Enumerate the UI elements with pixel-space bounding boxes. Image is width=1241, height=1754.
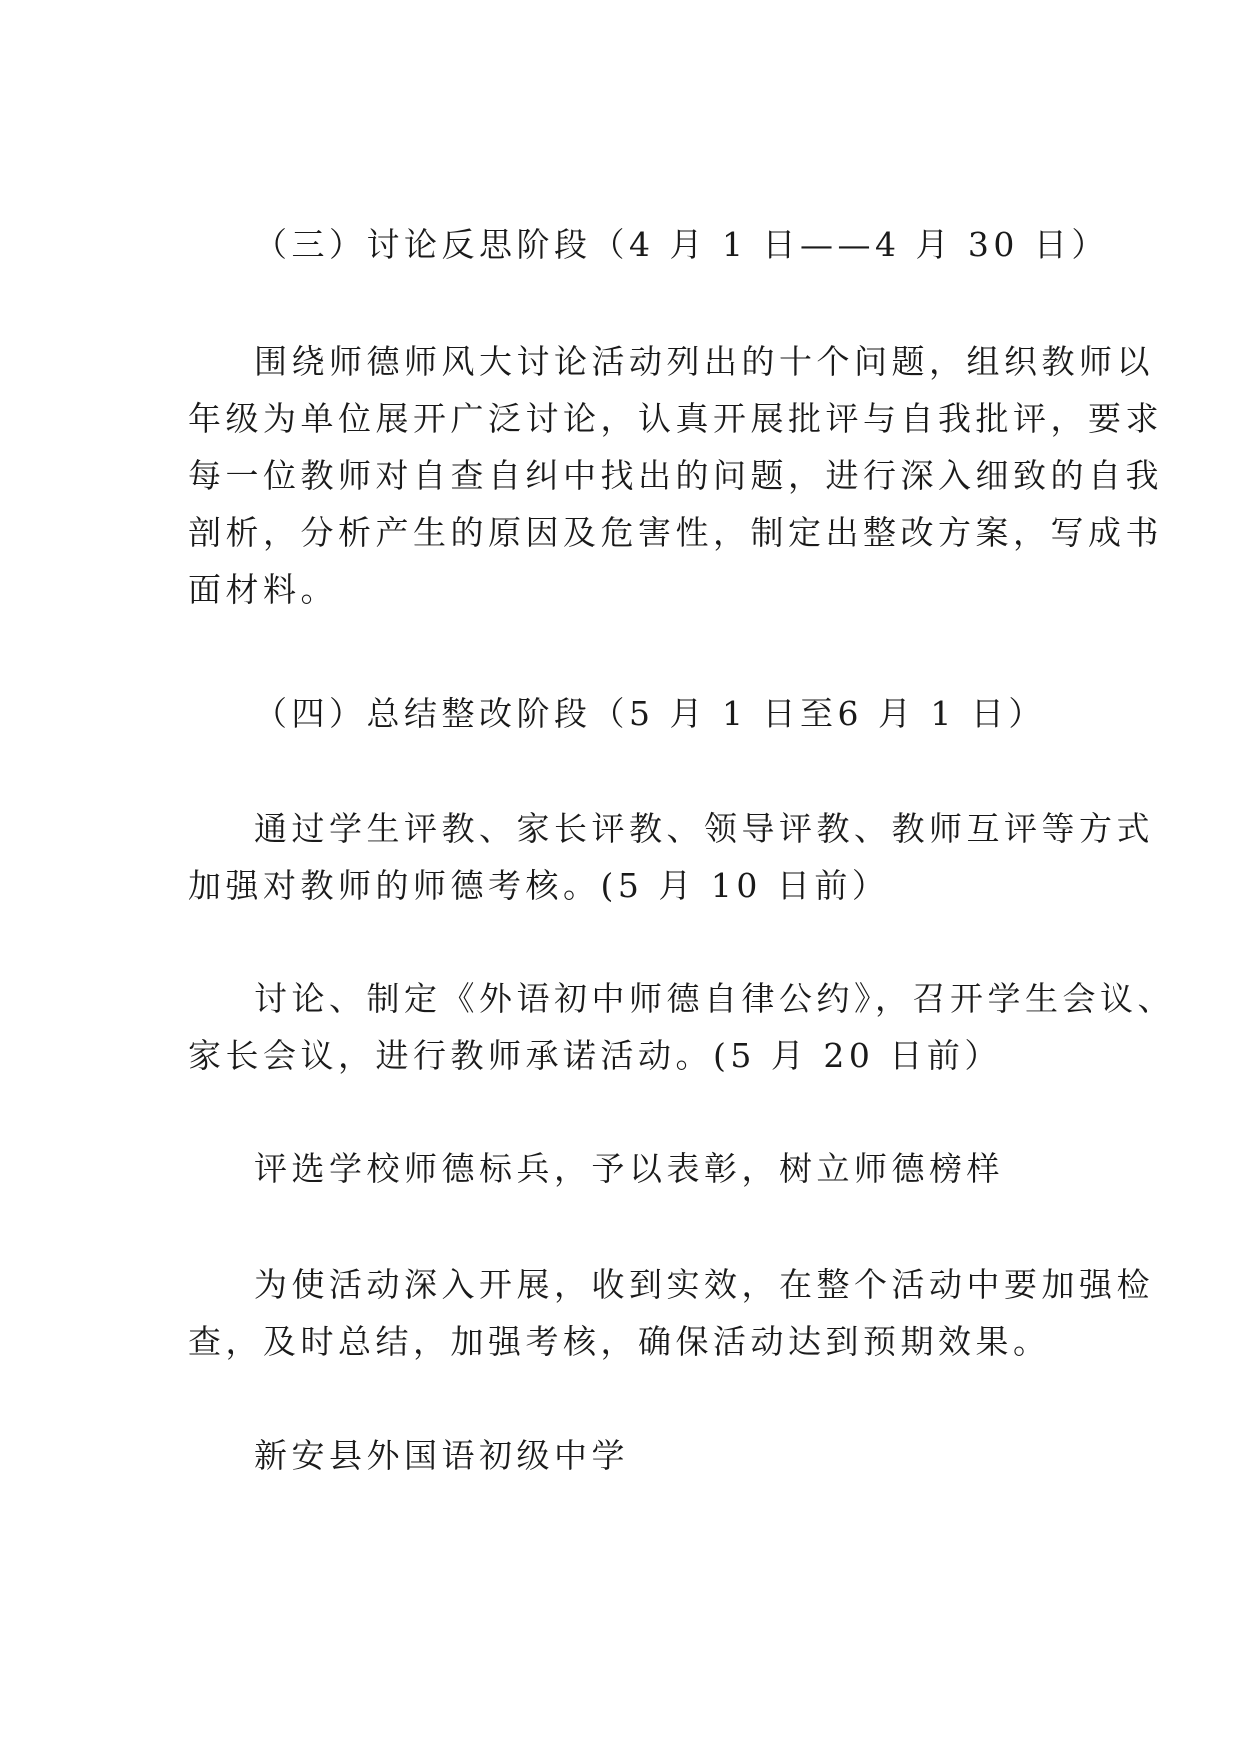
section3-body-line: 每一位教师对自查自纠中找出的问题，进行深入细致的自我 <box>188 456 1163 495</box>
section4-item-1 <box>188 800 1154 914</box>
section4-item-2 <box>188 970 1175 1084</box>
item1-line: 通过学生评教、家长评教、领导评教、教师互评等方式 <box>254 809 1154 848</box>
section3-body-line: 面材料。 <box>188 570 338 609</box>
school-signature: 新安县外国语初级中学 <box>254 1436 629 1475</box>
section4-item-3 <box>188 1140 1068 1197</box>
conclusion-line: 查，及时总结，加强考核，确保活动达到预期效果。 <box>188 1322 1051 1361</box>
item2-line: 讨论、制定《外语初中师德自律公约》，召开学生会议、 <box>254 979 1175 1018</box>
item2-line: 家长会议，进行教师承诺活动。(5 月 20 日前） <box>188 1036 1002 1075</box>
section3-body <box>188 333 1163 618</box>
section3-heading <box>188 216 1109 273</box>
section4-heading-text: （四）总结整改阶段（5 月 1 日至6 月 1 日） <box>254 694 1046 733</box>
item3-text: 评选学校师德标兵，予以表彰，树立师德榜样 <box>254 1149 1004 1188</box>
section3-body-line: 剖析，分析产生的原因及危害性，制定出整改方案，写成书 <box>188 513 1163 552</box>
section3-heading-text: （三）讨论反思阶段（4 月 1 日——4 月 30 日） <box>254 225 1109 264</box>
conclusion-paragraph <box>188 1256 1154 1370</box>
signature-block <box>188 1427 1068 1484</box>
section3-body-line: 围绕师德师风大讨论活动列出的十个问题，组织教师以 <box>254 342 1154 381</box>
conclusion-line: 为使活动深入开展，收到实效，在整个活动中要加强检 <box>254 1265 1154 1304</box>
item1-line: 加强对教师的师德考核。(5 月 10 日前） <box>188 866 890 905</box>
section3-body-line: 年级为单位展开广泛讨论，认真开展批评与自我批评，要求 <box>188 399 1163 438</box>
section4-heading <box>188 685 1068 742</box>
